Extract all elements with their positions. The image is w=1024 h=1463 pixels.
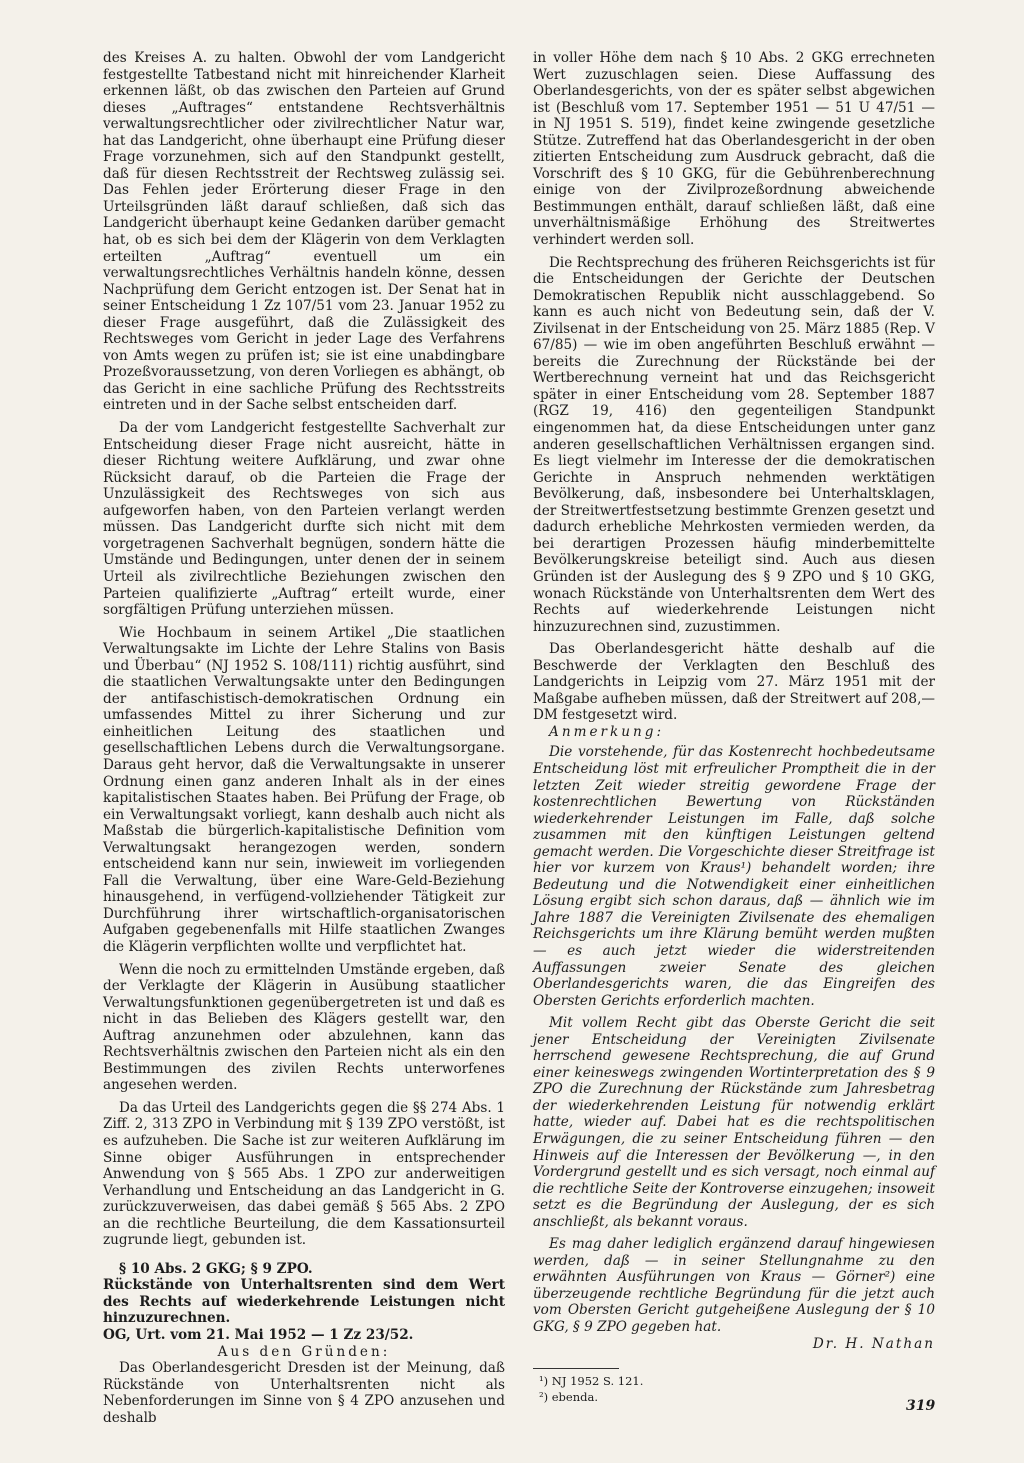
annotation-heading: Anmerkung: — [549, 723, 665, 740]
paragraph: Wie Hochbaum in seinem Artikel „Die staatlichen Verwaltungsakte im Lichte der Lehre Stalins von Basis und Überbau“ (NJ 1952 S. 108/111) richtig ausführt, sind die staatlichen Verwaltungsakte unter den Bedingungen der antifaschistisch-demokratischen Ordnung ein umfassendes Mittel zu ihrer Sicherung und zur einheitlichen Leitung des staatlichen und gesellschaftlichen Lebens durch die Verwaltungsorgane. Daraus geht hervor, daß die Verwaltungsakte in unserer Ordnung einen ganz anderen Inhalt als in der eines kapitalistischen Staates haben. Bei Prüfung der Frage, ob ein Verwaltungsakt vorliegt, kann deshalb auch nicht als Maßstab die bürgerlich-kapitalistische Definition vom Verwaltungsakt herangezogen werden, sondern entscheidend kann nur sein, inwieweit im vorliegenden Fall die Verwaltung, über eine Ware-Geld-Beziehung hinausgehend, in verfügend-vollziehender Tätigkeit zur Durchführung ihrer wirtschaftlich-organisatorischen Aufgaben gegebenenfalls mit Hilfe staatlichen Zwanges die Klägerin verpflichten wollte und verpflichtet hat. — [103, 624, 505, 955]
paragraph: Das Oberlandesgericht hätte deshalb auf die Beschwerde der Verklagten den Beschluß des Landgerichts in Leipzig vom 27. März 1951 mit der Maßgabe aufheben müssen, daß der Streitwert auf 208,— DM festgesetzt wird. — [533, 641, 935, 724]
reasons-heading: Aus den Gründen: — [217, 1343, 391, 1360]
case-reference: OG, Urt. vom 21. Mai 1952 — 1 Zz 23/52. — [103, 1327, 414, 1344]
annotation-paragraph: Die vorstehende, für das Kostenrecht hochbedeutsame Entscheidung löst mit erfreulicher Promptheit die in der letzten Zeit wieder streitig gewordene Frage der kostenrechtlichen Bewertung von Rückständen wiederkehrender Leistungen im Falle, daß solche zusammen mit den künftigen Leistungen geltend gemacht werden. Die Vorgeschichte dieser Streitfrage ist hier vor kurzem von Kraus¹) behandelt worden; ihre Bedeutung und die Notwendigkeit einer einheitlichen Lösung ergibt sich schon daraus, daß — ähnlich wie im Jahre 1887 die Vereinigten Zivilsenate des ehemaligen Reichsgerichts um ihre Klärung bemüht werden mußten — es auch jetzt wieder die widerstreitenden Auffassungen zweier Senate des gleichen Oberlandesgerichts waren, die das Eingreifen des Obersten Gerichts erforderlich machten. — [533, 744, 935, 1009]
paragraph: des Kreises A. zu halten. Obwohl der vom Landgericht festgestellte Tatbestand nicht mit hinreichender Klarheit erkennen läßt, ob das zwischen den Parteien auf Grund dieses „Auftrages“ entstandene Rechtsverhältnis verwaltungsrechtlicher oder zivilrechtlicher Natur war, hat das Landgericht, ohne überhaupt eine Prüfung dieser Frage vorzunehmen, sich auf den Standpunkt gestellt, daß für diesen Rechtsstreit der Rechtsweg zulässig sei. Das Fehlen jeder Erörterung dieser Frage in den Urteilsgründen läßt darauf schließen, daß sich das Landgericht überhaupt keine Gedanken darüber gemacht hat, ob es sich bei dem der Klägerin von dem Verklagten erteilten „Auftrag“ eventuell um ein verwaltungsrechtliches Verhältnis handeln könne, dessen Nachprüfung dem Gericht entzogen ist. Der Senat hat in seiner Entscheidung 1 Zz 107/51 vom 23. Januar 1952 zu dieser Frage ausgeführt, daß die Zulässigkeit des Rechtsweges vom Gericht in jeder Lage des Verfahrens von Amts wegen zu prüfen ist; sie ist eine unabdingbare Prozeßvoraussetzung, von deren Vorliegen es abhängt, ob das Gericht in eine sachliche Prüfung des Rechtsstreits eintreten und in der Sache selbst entscheiden darf. — [103, 50, 505, 414]
paragraph: Da der vom Landgericht festgestellte Sachverhalt zur Entscheidung dieser Frage nicht ausreicht, hätte in dieser Richtung weitere Aufklärung, und zwar ohne Rücksicht darauf, ob die Parteien die Frage der Unzulässigkeit des Rechtsweges von sich aus aufgeworfen haben, von den Parteien verlangt werden müssen. Das Landgericht durfte sich nicht mit dem vorgetragenen Sachverhalt begnügen, sondern hätte die Umstände und Bedingungen, unter denen der in seinem Urteil als zivilrechtliche Beziehungen zwischen den Parteien qualifizierte „Auftrag“ erteilt wurde, einer sorgfältigen Prüfung unterziehen müssen. — [103, 420, 505, 619]
page-number: 319 — [906, 1398, 936, 1414]
headnote: Rückstände von Unterhaltsrenten sind dem Wert des Rechts auf wiederkehrende Leistungen nicht hinzuzurechnen. — [103, 1277, 505, 1327]
section-heading: § 10 Abs. 2 GKG; § 9 ZPO. — [119, 1260, 313, 1277]
footnote: ²) ebenda. — [539, 1390, 599, 1405]
paragraph: Das Oberlandesgericht Dresden ist der Meinung, daß Rückstände von Unterhaltsrenten nicht als Nebenforderungen im Sinne von § 4 ZPO anzusehen und deshalb — [103, 1360, 505, 1426]
paragraph: Da das Urteil des Landgerichts gegen die §§ 274 Abs. 1 Ziff. 2, 313 ZPO in Verbindung mit § 139 ZPO verstößt, ist es aufzuheben. Die Sache ist zur weiteren Aufklärung im Sinne obiger Ausführungen in entsprechender Anwendung von § 565 Abs. 1 ZPO zur anderweitigen Verhandlung und Entscheidung an das Landgericht in G. zurückzuverweisen, das dabei gemäß § 565 Abs. 2 ZPO an die rechtliche Beurteilung, die dem Kassationsurteil zugrunde liegt, gebunden ist. — [103, 1099, 505, 1249]
left-column — [103, 50, 505, 1426]
footnote: ¹) NJ 1952 S. 121. — [539, 1374, 644, 1389]
annotation-paragraph: Es mag daher lediglich ergänzend darauf hingewiesen werden, daß — in seiner Stellungnahme zu den erwähnten Ausführungen von Kraus — Görner²) eine überzeugende rechtliche Begründung für die jetzt auch vom Obersten Gericht gutgeheißene Auslegung der § 10 GKG, § 9 ZPO gegeben hat. — [533, 1236, 935, 1336]
right-column — [533, 50, 935, 1405]
author-signature: Dr. H. Nathan — [812, 1335, 935, 1352]
paragraph: Die Rechtsprechung des früheren Reichsgerichts ist für die Entscheidungen der Gerichte der Deutschen Demokratischen Republik nicht ausschlaggebend. So kann es auch nicht von Bedeutung sein, daß der V. Zivilsenat in der Entscheidung von 25. März 1885 (Rep. V 67/85) — wie im oben angeführten Beschluß erwähnt — bereits die Zurechnung der Rückstände bei der Wertberechnung verneint hat und das Reichsgericht später in einer Entscheidung vom 28. September 1887 (RGZ 19, 416) den gegenteiligen Standpunkt eingenommen hat, da diese Entscheidungen unter ganz anderen gesellschaftlichen Verhältnissen ergangen sind. Es liegt vielmehr im Interesse der die demokratischen Gerichte in Anspruch nehmenden werktätigen Bevölkerung, daß, insbesondere bei Unterhaltsklagen, der Streitwertfestsetzung bestimmte Grenzen gesetzt und dadurch erhebliche Mehrkosten vermieden werden, da bei derartigen Prozessen häufig minderbemittelte Bevölkerungskreise beteiligt sind. Auch aus diesen Gründen ist der Auslegung des § 9 ZPO und § 10 GKG, wonach Rückstände von Unterhaltsrenten dem Wert des Rechts auf wiederkehrende Leistungen nicht hinzuzurechnen sind, zuzustimmen. — [533, 254, 935, 635]
paragraph: Wenn die noch zu ermittelnden Umstände ergeben, daß der Verklagte der Klägerin in Ausübung staatlicher Verwaltungsfunktionen gegenübergetreten ist und daß es nicht in das Belieben des Klägers gestellt war, den Auftrag anzunehmen oder abzulehnen, kann das Rechtsverhältnis zwischen den Parteien nicht als ein den Bestimmungen des zivilen Rechts unterworfenes angesehen werden. — [103, 961, 505, 1094]
paragraph: in voller Höhe dem nach § 10 Abs. 2 GKG errechneten Wert zuzuschlagen seien. Diese Auffassung des Oberlandesgerichts, von der es später selbst abgewichen ist (Beschluß vom 17. September 1951 — 51 U 47/51 — in NJ 1951 S. 519), findet keine zwingende gesetzliche Stütze. Zutreffend hat das Oberlandesgericht in der oben zitierten Entscheidung zum Ausdruck gebracht, daß die Vorschrift des § 10 GKG, für die Gebührenberechnung einige von der Zivilprozeßordnung abweichende Bestimmungen enthält, darauf schließen läßt, daß eine unverhältnismäßige Erhöhung des Streitwertes verhindert werden soll. — [533, 50, 935, 249]
annotation-paragraph: Mit vollem Recht gibt das Oberste Gericht die seit jener Entscheidung der Vereinigten Zivilsenate herrschend gewesene Rechtsprechung, die auf Grund einer keineswegs zwingenden Wortinterpretation des § 9 ZPO die Zurechnung der Rückstände zum Jahresbetrag der wiederkehrenden Leistung für notwendig erklärt hatte, wieder auf. Dabei hat es die rechtspolitischen Erwägungen, die zu seiner Entscheidung führen — den Hinweis auf die Interessen der Bevölkerung —, in den Vordergrund gestellt und es sich versagt, noch einmal auf die rechtliche Seite der Kontroverse einzugehen; insoweit setzt es die Begründung der Auslegung, der es sich anschließt, als bekannt voraus. — [533, 1015, 935, 1230]
footnote-divider — [533, 1368, 619, 1369]
